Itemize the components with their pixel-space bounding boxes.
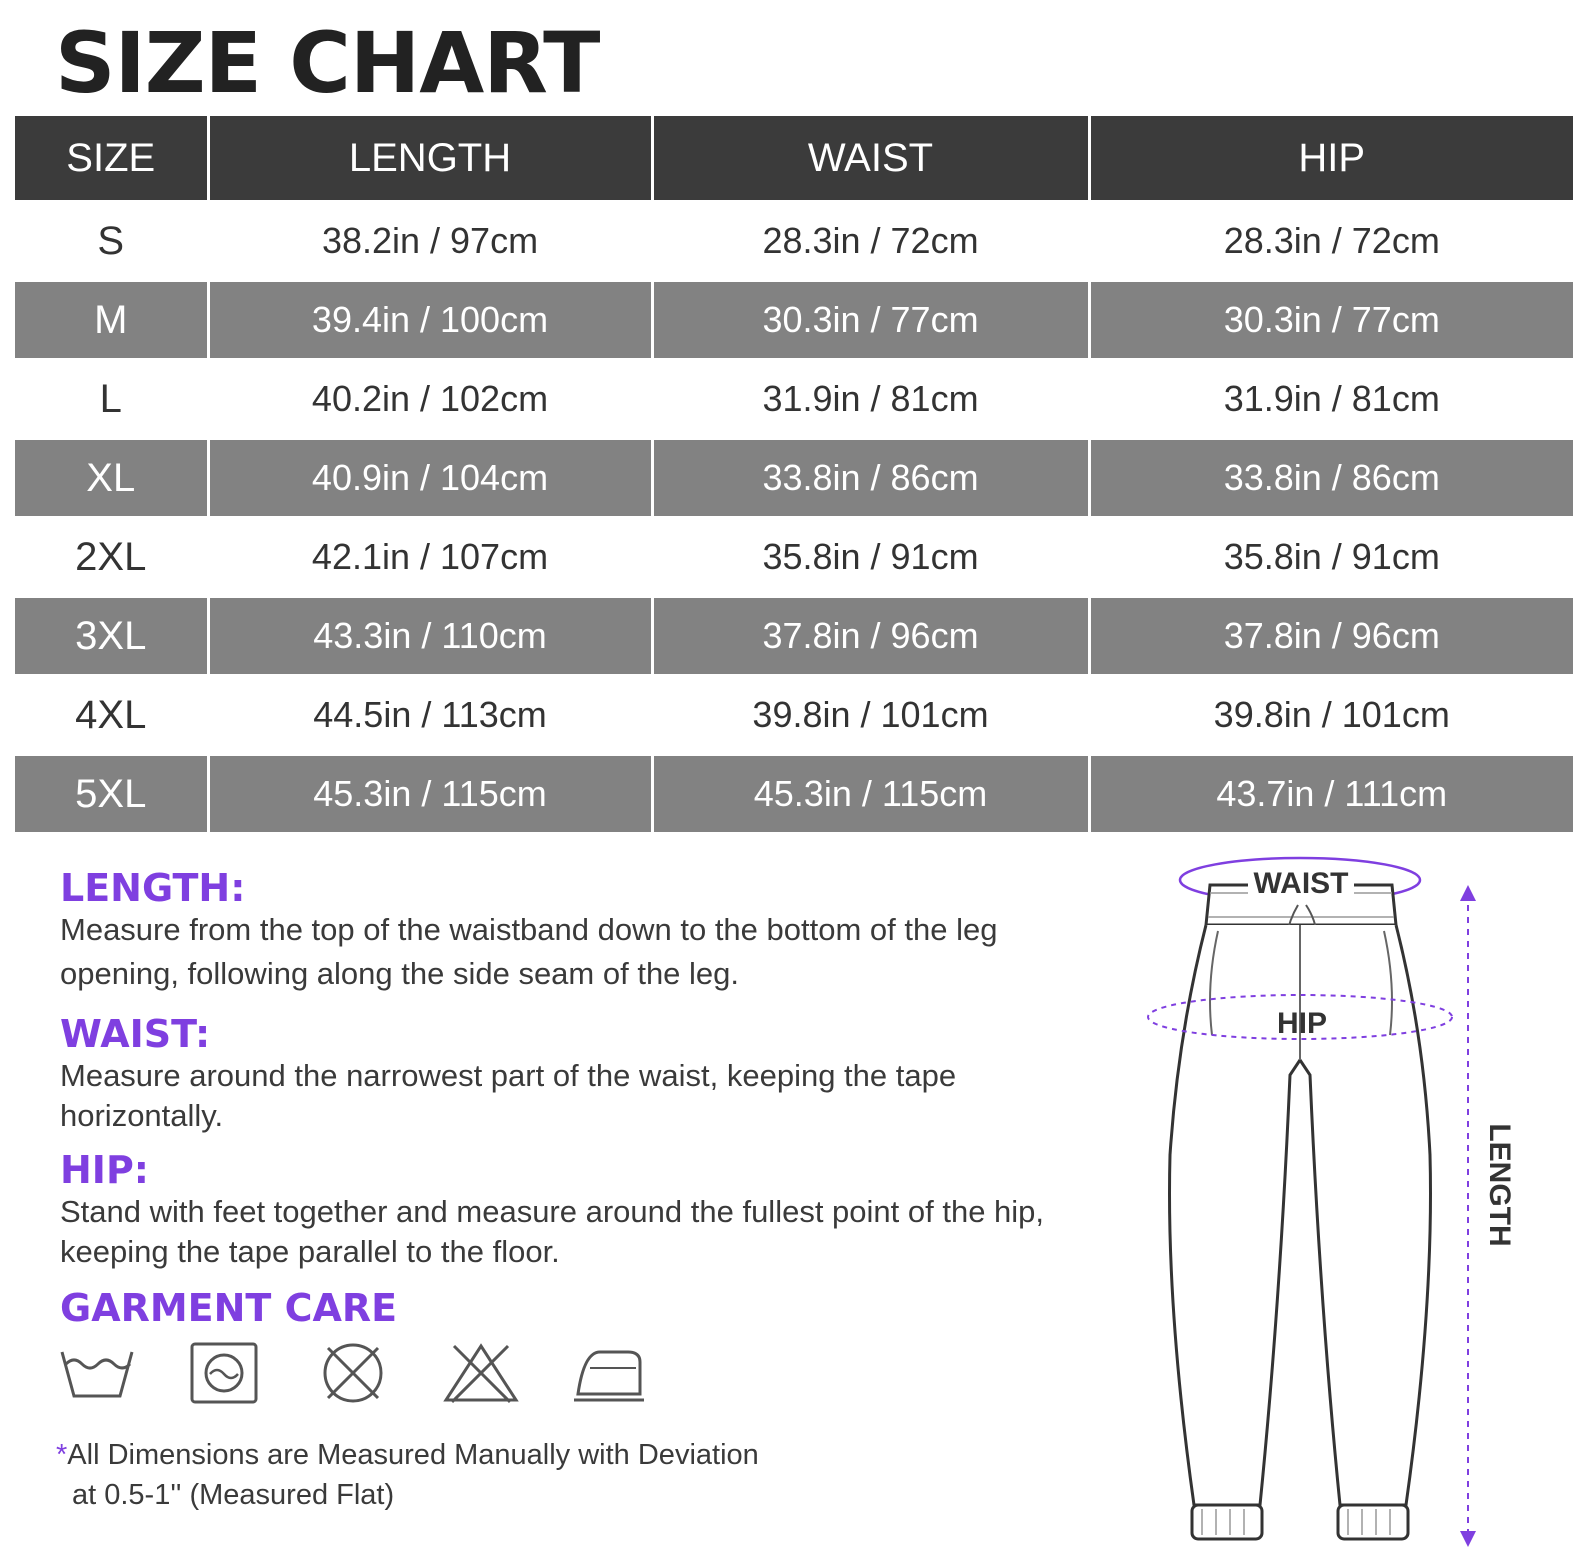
hip-guide — [60, 1148, 1100, 1272]
hip-cell: 35.8in / 91cm — [1089, 518, 1573, 597]
table-row — [15, 281, 1573, 360]
hip-cell: 31.9in / 81cm — [1089, 360, 1573, 439]
pants-diagram — [1130, 855, 1550, 1555]
header-hip: HIP — [1089, 116, 1573, 202]
header-waist: WAIST — [652, 116, 1089, 202]
size-cell: 2XL — [75, 534, 147, 579]
waist-cell: 35.8in / 91cm — [652, 518, 1089, 597]
table-row — [15, 597, 1573, 676]
table-row — [15, 518, 1573, 597]
length-guide-text: Measure from the top of the waistband down to the bottom of the leg opening, following along the side seam of the leg. — [60, 912, 998, 991]
iron-icon — [570, 1340, 648, 1406]
table-row — [15, 202, 1573, 281]
table-row — [15, 676, 1573, 755]
waist-guide-text: Measure around the narrowest part of the waist, keeping the tape horizontally. — [60, 1058, 957, 1133]
size-cell: 3XL — [15, 597, 208, 676]
hip-cell: 30.3in / 77cm — [1089, 281, 1573, 360]
waist-guide-heading: WAIST: — [60, 1012, 211, 1056]
hip-guide-text: Stand with feet together and measure around the fullest point of the hip, keeping the tape parallel to the floor. — [60, 1194, 1045, 1269]
size-cell: M — [15, 281, 208, 360]
footnote-line-1: *All Dimensions are Measured Manually with Deviation — [56, 1439, 759, 1471]
length-cell: 44.5in / 113cm — [208, 676, 652, 755]
waist-cell: 39.8in / 101cm — [652, 676, 1089, 755]
footnote — [56, 1435, 936, 1515]
do-not-dry-clean-icon — [314, 1340, 392, 1406]
size-cell: 5XL — [15, 755, 208, 833]
table-header-row — [15, 116, 1573, 202]
size-cell: 4XL — [75, 692, 147, 737]
tumble-dry-icon — [186, 1340, 264, 1406]
hand-wash-icon — [58, 1340, 136, 1406]
length-cell: 42.1in / 107cm — [208, 518, 652, 597]
length-cell: 43.3in / 110cm — [208, 597, 652, 676]
size-cell: S — [97, 218, 125, 263]
length-cell: 40.2in / 102cm — [208, 360, 652, 439]
hip-cell: 37.8in / 96cm — [1089, 597, 1573, 676]
care-icons — [58, 1340, 648, 1406]
garment-care — [60, 1286, 1100, 1330]
length-guide-heading: LENGTH: — [60, 866, 246, 910]
footnote-line-2: at 0.5-1'' (Measured Flat) — [72, 1479, 395, 1511]
size-cell: L — [99, 376, 122, 421]
size-cell: XL — [15, 439, 208, 518]
hip-guide-heading: HIP: — [60, 1148, 149, 1192]
waist-guide — [60, 1012, 1100, 1136]
hip-cell: 33.8in / 86cm — [1089, 439, 1573, 518]
length-cell: 45.3in / 115cm — [208, 755, 652, 833]
table-row — [15, 360, 1573, 439]
size-table — [15, 116, 1573, 832]
length-guide — [60, 866, 1100, 996]
footnote-star: * — [56, 1439, 68, 1471]
page-title: SIZE CHART — [55, 14, 600, 112]
waist-cell: 30.3in / 77cm — [652, 281, 1089, 360]
do-not-bleach-icon — [442, 1340, 520, 1406]
length-cell: 38.2in / 97cm — [208, 202, 652, 281]
waist-diagram-label: WAIST — [1253, 867, 1349, 900]
header-length: LENGTH — [208, 116, 652, 202]
hip-cell: 28.3in / 72cm — [1089, 202, 1573, 281]
garment-care-heading: GARMENT CARE — [60, 1286, 398, 1330]
length-cell: 39.4in / 100cm — [208, 281, 652, 360]
waist-cell: 28.3in / 72cm — [652, 202, 1089, 281]
table-row — [15, 755, 1573, 833]
hip-diagram-label: HIP — [1276, 1007, 1328, 1040]
hip-cell: 39.8in / 101cm — [1089, 676, 1573, 755]
waist-cell: 37.8in / 96cm — [652, 597, 1089, 676]
waist-cell: 31.9in / 81cm — [652, 360, 1089, 439]
table-row — [15, 439, 1573, 518]
waist-cell: 45.3in / 115cm — [652, 755, 1089, 833]
waist-cell: 33.8in / 86cm — [652, 439, 1089, 518]
length-diagram-label: LENGTH — [1483, 1123, 1516, 1247]
header-size: SIZE — [15, 116, 208, 202]
hip-cell: 43.7in / 111cm — [1089, 755, 1573, 833]
length-cell: 40.9in / 104cm — [208, 439, 652, 518]
